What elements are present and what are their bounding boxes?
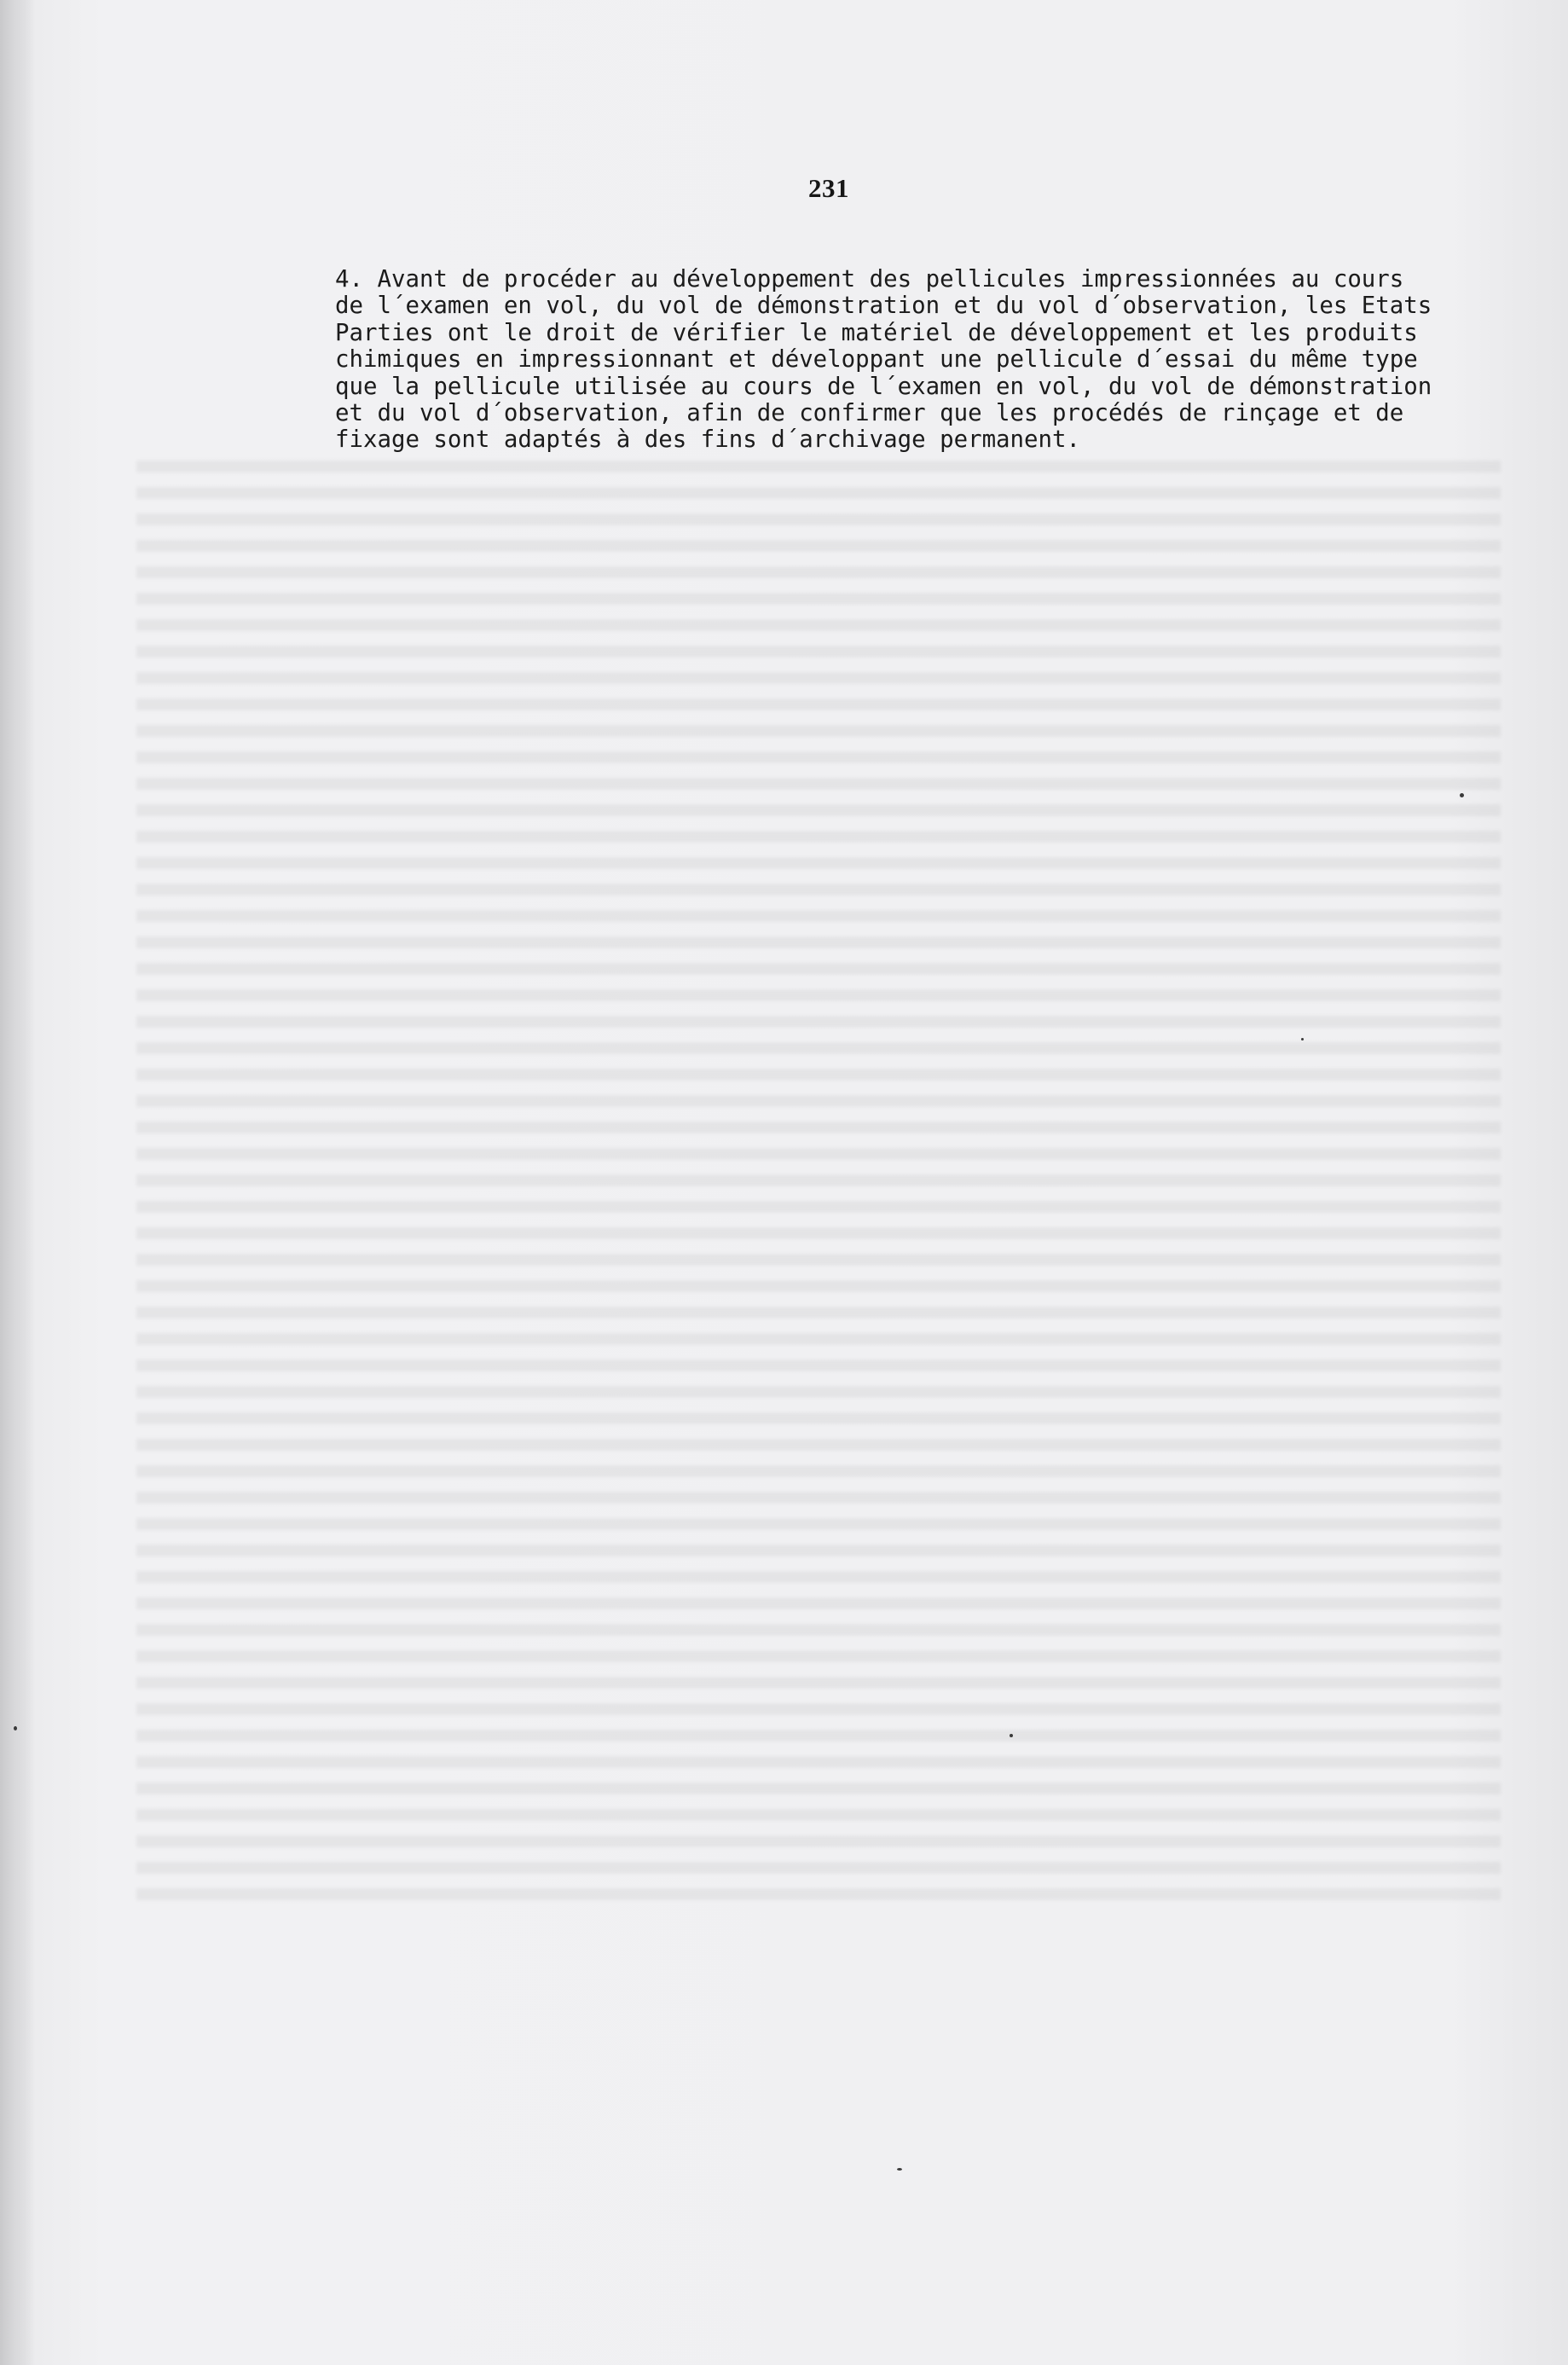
paragraph-4: [335, 266, 1529, 454]
page-edge-shadow: [0, 0, 36, 2365]
scan-speck: [897, 2168, 902, 2171]
show-through-text: [136, 461, 1501, 1910]
scan-speck: [1010, 1734, 1013, 1737]
scan-speck: [1460, 793, 1464, 797]
paragraph-line: fixage sont adaptés à des fins d´archivage permanent.: [335, 426, 1080, 454]
page-number: 231: [808, 173, 849, 203]
paragraph-line: Parties ont le droit de vérifier le matériel de développement et les produits: [335, 319, 1418, 346]
paragraph-line: et du vol d´observation, afin de confirmer que les procédés de rinçage et de: [335, 400, 1404, 427]
paragraph-line: que la pellicule utilisée au cours de l´examen en vol, du vol de démonstration: [335, 373, 1432, 400]
paragraph-line: 4. Avant de procéder au développement des pellicules impressionnées au cours: [335, 266, 1404, 293]
scan-speck: [1301, 1038, 1304, 1040]
paragraph-line: chimiques en impressionnant et développant une pellicule d´essai du même type: [335, 346, 1418, 374]
paragraph-line: de l´examen en vol, du vol de démonstration et du vol d´observation, les Etats: [335, 293, 1432, 320]
scan-speck: [14, 1726, 17, 1730]
